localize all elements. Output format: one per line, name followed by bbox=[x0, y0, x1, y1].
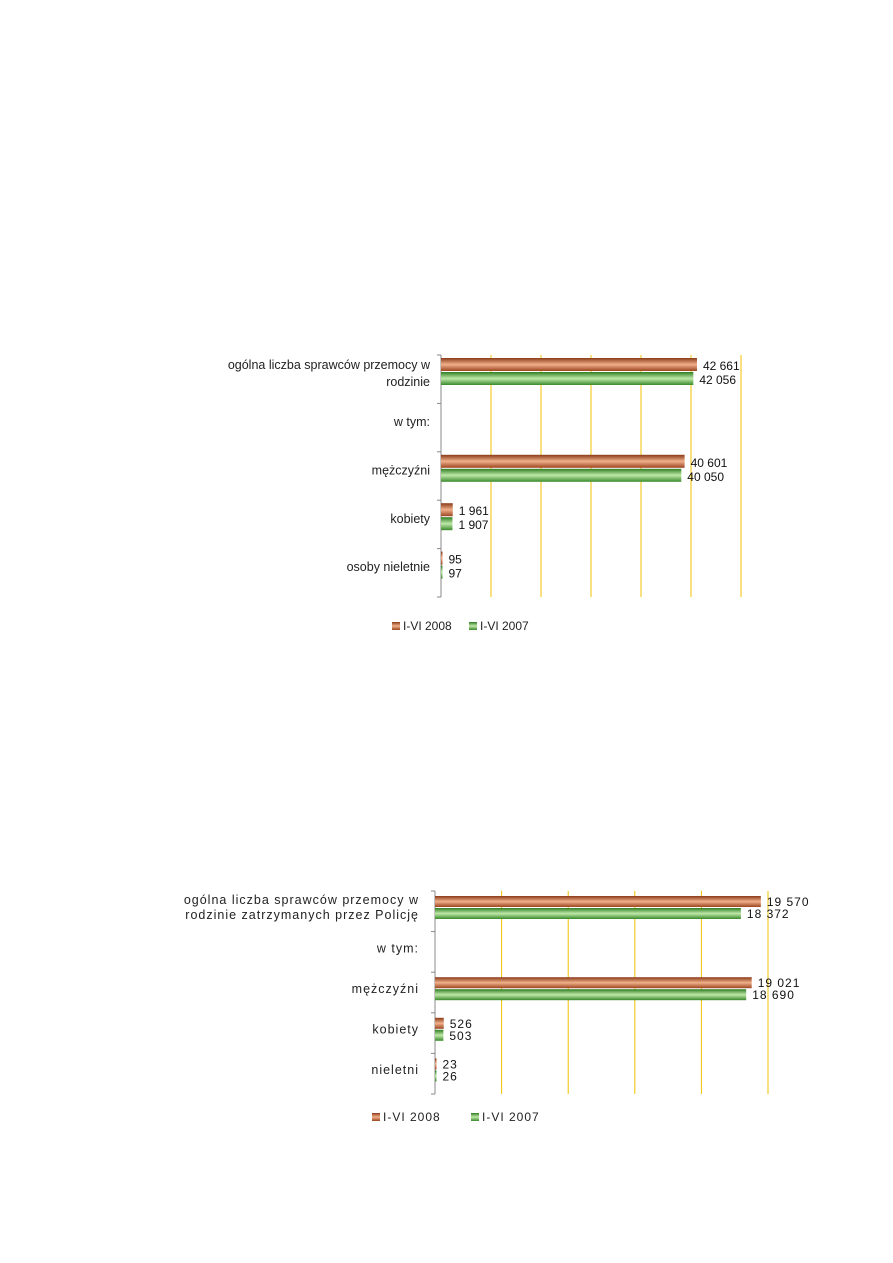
chart-offenders-total-svg bbox=[0, 340, 893, 640]
data-label: 526 bbox=[449, 1016, 473, 1031]
data-label: 1 961 bbox=[458, 504, 489, 519]
data-label: 1 907 bbox=[458, 518, 489, 533]
data-label: 23 bbox=[442, 1057, 458, 1072]
data-label: 97 bbox=[448, 566, 462, 581]
bar-2008 bbox=[441, 503, 453, 516]
legend-label: I-VI 2007 bbox=[482, 1110, 540, 1124]
bar-2008 bbox=[441, 552, 443, 565]
legend-swatch-2007 bbox=[471, 1113, 479, 1121]
bar-2007 bbox=[435, 1030, 443, 1041]
bar-2008 bbox=[435, 896, 761, 907]
data-label: 18 372 bbox=[746, 907, 790, 921]
bar-2007 bbox=[441, 372, 693, 385]
category-label: ogólna liczba sprawców przemocy w rodzinie bbox=[227, 358, 430, 390]
bar-2007 bbox=[441, 566, 443, 579]
data-label: 503 bbox=[449, 1028, 473, 1043]
category-label: w tym: bbox=[393, 414, 430, 429]
data-label: 18 690 bbox=[752, 988, 795, 1003]
category-label: nieletni bbox=[371, 1063, 419, 1078]
category-label: w tym: bbox=[376, 941, 419, 956]
data-label: 19 021 bbox=[757, 976, 801, 991]
data-label: 19 570 bbox=[766, 895, 810, 909]
legend-swatch-2007 bbox=[469, 622, 477, 630]
data-label: 40 601 bbox=[690, 455, 728, 470]
legend-label: I-VI 2008 bbox=[403, 619, 452, 633]
data-label: 26 bbox=[442, 1069, 458, 1084]
bar-2007 bbox=[441, 517, 452, 530]
bar-2007 bbox=[435, 908, 741, 919]
data-label: 42 661 bbox=[702, 359, 740, 373]
chart-offenders-detained-svg bbox=[0, 880, 893, 1130]
bar-2008 bbox=[435, 1018, 444, 1029]
bar-2008 bbox=[441, 455, 685, 468]
data-label: 42 056 bbox=[699, 373, 737, 387]
bar-2008 bbox=[441, 358, 697, 371]
legend-swatch-2008 bbox=[372, 1113, 380, 1121]
bar-2007 bbox=[441, 469, 681, 482]
bar-2007 bbox=[435, 1070, 437, 1081]
bar-2008 bbox=[435, 977, 752, 988]
bar-2008 bbox=[435, 1058, 437, 1069]
bar-2007 bbox=[435, 989, 746, 1000]
data-label: 40 050 bbox=[687, 469, 725, 484]
legend-swatch-2008 bbox=[392, 622, 400, 630]
category-label: ogólna liczba sprawców przemocy w rodzinie zatrzymanych przez Policję bbox=[183, 893, 419, 923]
legend-label: I-VI 2007 bbox=[480, 619, 529, 633]
data-label: 95 bbox=[448, 552, 462, 567]
category-label: osoby nieletnie bbox=[346, 560, 430, 575]
category-label: mężczyźni bbox=[351, 981, 419, 996]
chart-offenders-detained bbox=[0, 880, 893, 1130]
category-label: mężczyźni bbox=[371, 463, 430, 478]
legend-label: I-VI 2008 bbox=[383, 1110, 441, 1124]
category-label: kobiety bbox=[390, 511, 430, 526]
category-label: kobiety bbox=[372, 1022, 419, 1037]
chart-offenders-total bbox=[0, 340, 893, 640]
